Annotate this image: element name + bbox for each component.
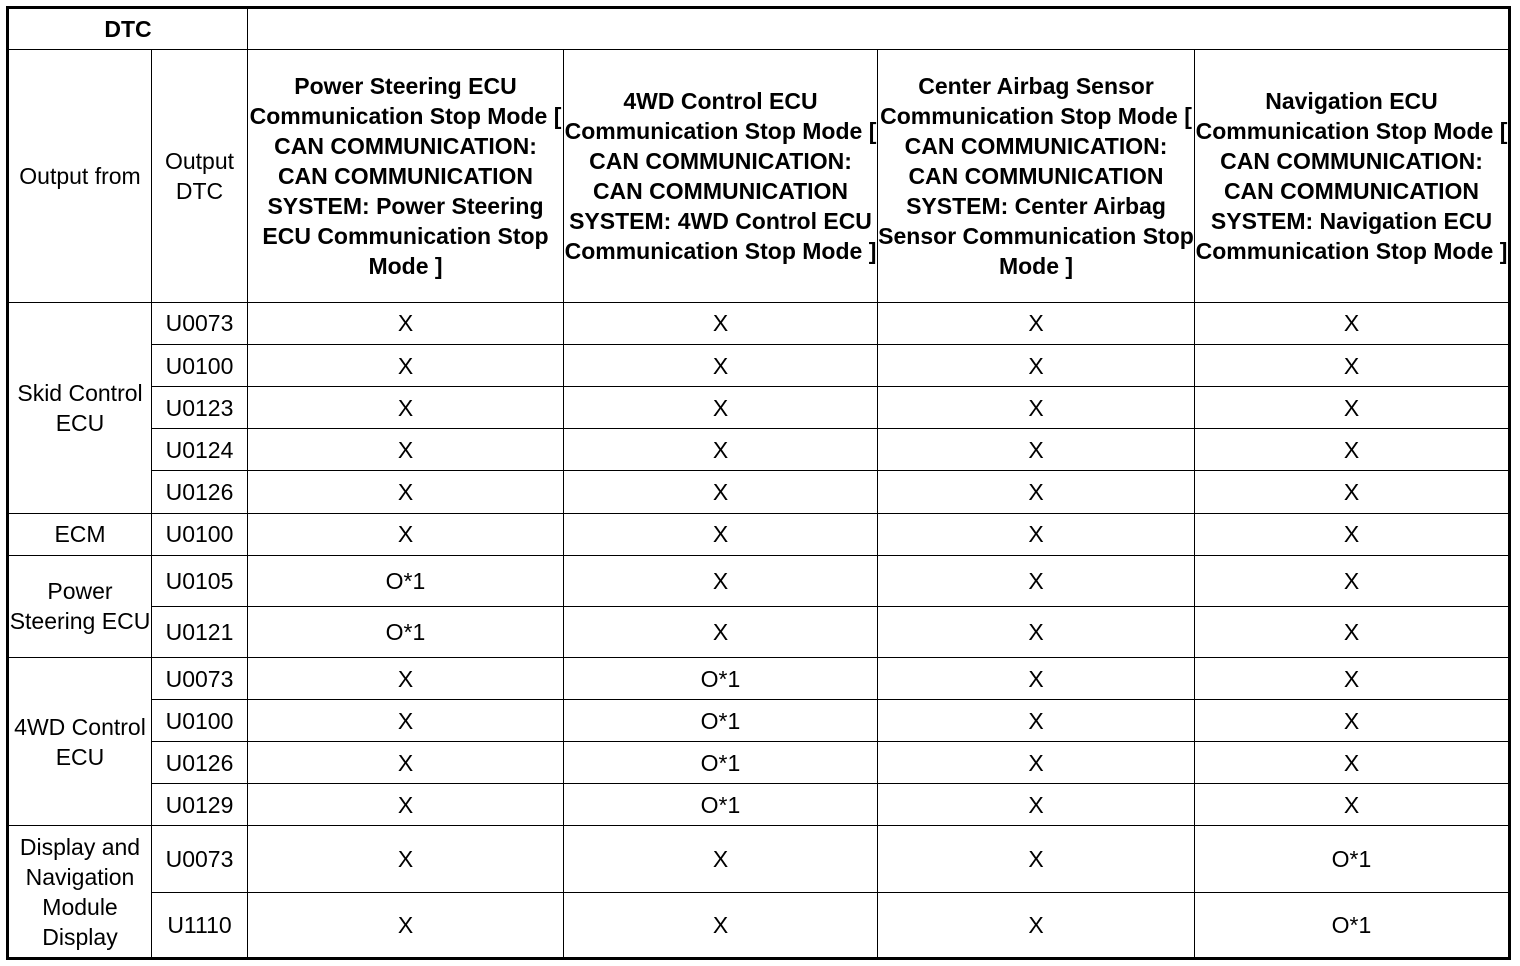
mark-cell: X <box>1195 742 1510 784</box>
table-row <box>8 784 1510 826</box>
table-row <box>8 606 1510 657</box>
dtc-code: U0073 <box>152 826 248 892</box>
dtc-code: U0100 <box>152 700 248 742</box>
table-row <box>8 700 1510 742</box>
mark-cell: X <box>878 784 1195 826</box>
mark-cell: X <box>1195 606 1510 657</box>
mark-cell: X <box>878 892 1195 958</box>
mark-cell: X <box>1195 387 1510 429</box>
mark-cell: X <box>248 471 564 513</box>
mark-cell: X <box>878 555 1195 606</box>
mark-cell: X <box>878 429 1195 471</box>
output-dtc-header: Output DTC <box>152 50 248 303</box>
dtc-code: U0126 <box>152 471 248 513</box>
dtc-table <box>6 6 1511 960</box>
column-header-row <box>8 50 1510 303</box>
mark-cell: X <box>1195 302 1510 344</box>
dtc-code: U0073 <box>152 302 248 344</box>
mark-cell: O*1 <box>1195 826 1510 892</box>
mark-cell: X <box>878 513 1195 555</box>
mark-cell: X <box>564 606 878 657</box>
mark-cell: X <box>1195 471 1510 513</box>
mark-cell: X <box>564 387 878 429</box>
mark-cell: X <box>248 826 564 892</box>
mark-cell: X <box>248 657 564 699</box>
mark-cell: X <box>878 606 1195 657</box>
mark-cell: X <box>248 345 564 387</box>
mark-cell: X <box>248 742 564 784</box>
column-header-power-steering: Power Steering ECU Communication Stop Mode [ CAN COMMUNICATION: CAN COMMUNICATION SYSTEM: Power Steering ECU Communication Stop Mode ] <box>248 50 564 303</box>
mark-cell: X <box>248 429 564 471</box>
source-display-navigation-module: Display and Navigation Module Display <box>8 826 152 959</box>
table-row <box>8 387 1510 429</box>
mark-cell: X <box>878 700 1195 742</box>
table-row <box>8 657 1510 699</box>
mark-cell: O*1 <box>248 555 564 606</box>
mark-cell: X <box>248 784 564 826</box>
dtc-code: U1110 <box>152 892 248 958</box>
mark-cell: O*1 <box>564 784 878 826</box>
dtc-label: DTC <box>8 8 248 50</box>
mark-cell: X <box>248 302 564 344</box>
column-header-center-airbag: Center Airbag Sensor Communication Stop Mode [ CAN COMMUNICATION: CAN COMMUNICATION SYSTEM: Center Airbag Sensor Communication Stop Mode ] <box>878 50 1195 303</box>
dtc-label-spacer <box>248 8 1510 50</box>
source-power-steering-ecu: Power Steering ECU <box>8 555 152 657</box>
mark-cell: X <box>564 826 878 892</box>
dtc-code: U0073 <box>152 657 248 699</box>
table-row <box>8 302 1510 344</box>
mark-cell: X <box>1195 657 1510 699</box>
mark-cell: X <box>564 345 878 387</box>
mark-cell: X <box>564 429 878 471</box>
column-header-4wd-control: 4WD Control ECU Communication Stop Mode [ CAN COMMUNICATION: CAN COMMUNICATION SYSTEM: 4WD Control ECU Communication Stop Mode ] <box>564 50 878 303</box>
mark-cell: O*1 <box>564 742 878 784</box>
table-row <box>8 892 1510 958</box>
mark-cell: X <box>878 387 1195 429</box>
dtc-code: U0100 <box>152 345 248 387</box>
table-row <box>8 471 1510 513</box>
mark-cell: X <box>248 700 564 742</box>
table-row <box>8 345 1510 387</box>
table-row <box>8 742 1510 784</box>
mark-cell: X <box>564 513 878 555</box>
dtc-code: U0126 <box>152 742 248 784</box>
dtc-header-row <box>8 8 1510 50</box>
dtc-code: U0105 <box>152 555 248 606</box>
mark-cell: X <box>878 826 1195 892</box>
mark-cell: X <box>1195 555 1510 606</box>
mark-cell: O*1 <box>564 700 878 742</box>
dtc-code: U0100 <box>152 513 248 555</box>
mark-cell: X <box>878 471 1195 513</box>
mark-cell: O*1 <box>564 657 878 699</box>
mark-cell: O*1 <box>1195 892 1510 958</box>
dtc-code: U0123 <box>152 387 248 429</box>
dtc-code: U0124 <box>152 429 248 471</box>
dtc-code: U0121 <box>152 606 248 657</box>
mark-cell: X <box>564 471 878 513</box>
mark-cell: X <box>1195 700 1510 742</box>
mark-cell: O*1 <box>248 606 564 657</box>
mark-cell: X <box>1195 513 1510 555</box>
source-ecm: ECM <box>8 513 152 555</box>
mark-cell: X <box>564 555 878 606</box>
output-from-header: Output from <box>8 50 152 303</box>
mark-cell: X <box>564 302 878 344</box>
source-4wd-control-ecu: 4WD Control ECU <box>8 657 152 826</box>
mark-cell: X <box>878 657 1195 699</box>
mark-cell: X <box>248 387 564 429</box>
mark-cell: X <box>878 345 1195 387</box>
dtc-code: U0129 <box>152 784 248 826</box>
table-row <box>8 513 1510 555</box>
table-row <box>8 826 1510 892</box>
mark-cell: X <box>878 302 1195 344</box>
mark-cell: X <box>248 892 564 958</box>
mark-cell: X <box>1195 784 1510 826</box>
mark-cell: X <box>248 513 564 555</box>
mark-cell: X <box>1195 345 1510 387</box>
mark-cell: X <box>1195 429 1510 471</box>
table-row <box>8 429 1510 471</box>
table-row <box>8 555 1510 606</box>
column-header-navigation: Navigation ECU Communication Stop Mode [ CAN COMMUNICATION: CAN COMMUNICATION SYSTEM: Navigation ECU Communication Stop Mode ] <box>1195 50 1510 303</box>
source-skid-control-ecu: Skid Control ECU <box>8 302 152 513</box>
mark-cell: X <box>878 742 1195 784</box>
mark-cell: X <box>564 892 878 958</box>
